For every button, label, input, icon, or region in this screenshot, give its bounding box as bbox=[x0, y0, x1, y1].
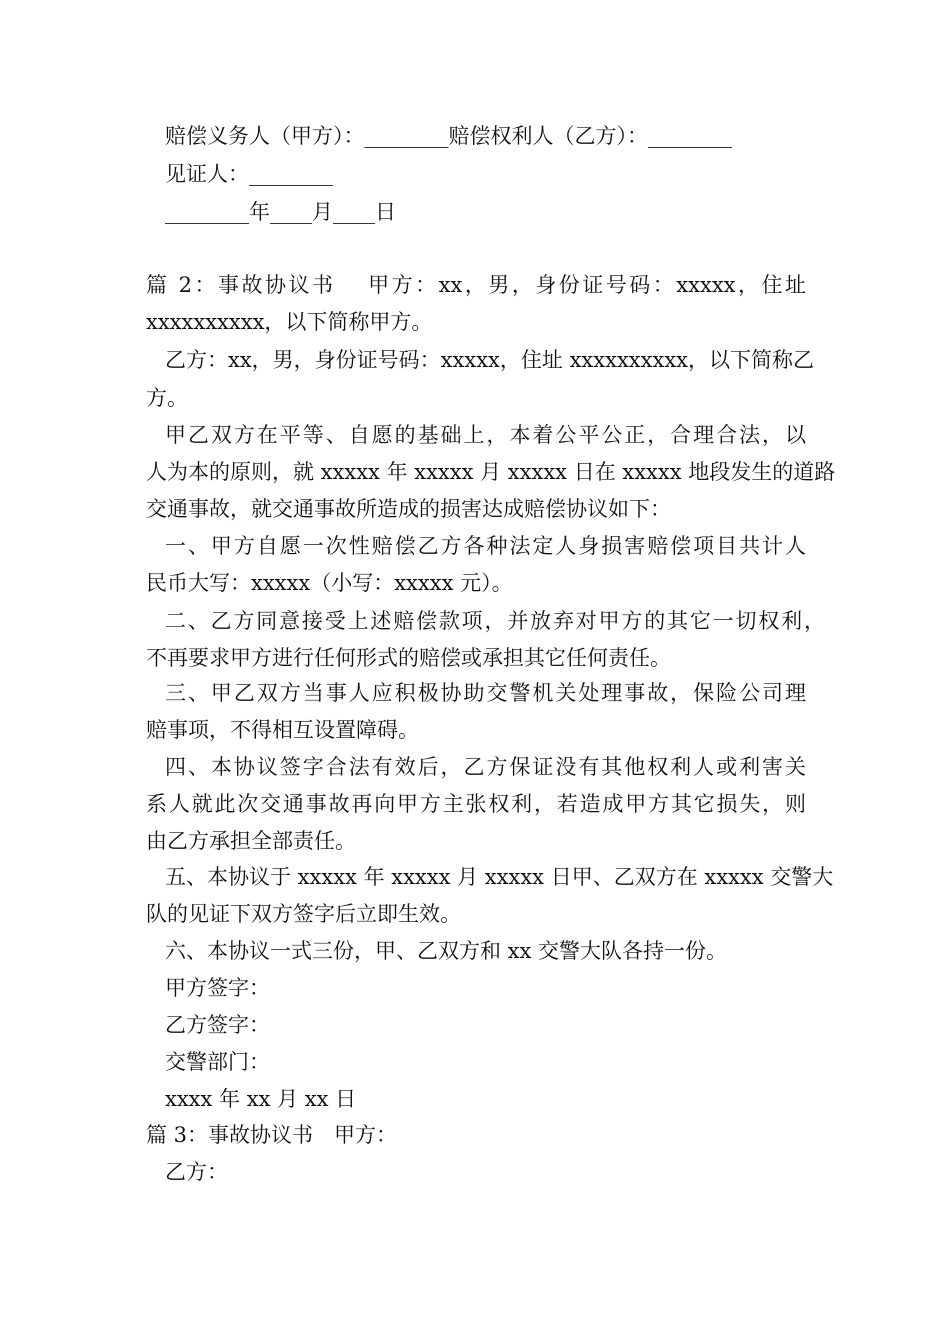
part2-clause4-line2: 系人就此次交通事故再向甲方主张权利，若造成甲方其它损失，则 bbox=[146, 792, 806, 816]
witness-signature-line: 见证人：________ bbox=[165, 162, 333, 186]
part2-clause5-line1: 五、本协议于 xxxxx 年 xxxxx 月 xxxxx 日甲、乙双方在 xxxxx 交警大 bbox=[165, 865, 834, 889]
part2-clause3-line2: 赔事项，不得相互设置障碍。 bbox=[146, 718, 419, 742]
part2-clause3-line1: 三、甲乙双方当事人应积极协助交警机关处理事故，保险公司理 bbox=[165, 681, 806, 705]
part3-party-b: 乙方： bbox=[165, 1160, 228, 1184]
part2-party-b-line2: 方。 bbox=[146, 386, 188, 410]
part2-party-a-cont: xxxxxxxxxx，以下简称甲方。 bbox=[146, 310, 433, 334]
part2-clause2-line1: 二、乙方同意接受上述赔偿款项，并放弃对甲方的其它一切权利， bbox=[165, 609, 825, 633]
part2-clause6-line1: 六、本协议一式三份，甲、乙双方和 xx 交警大队各持一份。 bbox=[165, 939, 728, 963]
part2-clause4-line1: 四、本协议签字合法有效后，乙方保证没有其他权利人或利害关 bbox=[165, 755, 806, 779]
part2-clause5-line2: 队的见证下双方签字后立即生效。 bbox=[146, 902, 461, 926]
part2-clause2-line2: 不再要求甲方进行任何形式的赔偿或承担其它任何责任。 bbox=[146, 646, 671, 670]
part2-intro-line1: 甲乙双方在平等、自愿的基础上，本着公平公正，合理合法，以 bbox=[165, 423, 806, 447]
agreement-date: xxxx 年 xx 月 xx 日 bbox=[165, 1087, 357, 1111]
part2-intro-line2: 人为本的原则，就 xxxxx 年 xxxxx 月 xxxxx 日在 xxxxx 地段发生的道路 bbox=[146, 460, 836, 484]
part2-clause1-line2: 民币大写：xxxxx（小写：xxxxx 元）。 bbox=[146, 571, 513, 595]
party-a-signature-label: 甲方签字： bbox=[165, 976, 270, 1000]
parties-signature-line: 赔偿义务人（甲方）：________赔偿权利人（乙方）：________ bbox=[165, 124, 732, 148]
signature-date-line: ________年____月____日 bbox=[165, 200, 396, 224]
part2-party-b-line1: 乙方：xx，男，身份证号码：xxxxx，住址 xxxxxxxxxx，以下简称乙 bbox=[165, 348, 815, 372]
part2-clause4-line3: 由乙方承担全部责任。 bbox=[146, 829, 356, 853]
part2-clause1-line1: 一、甲方自愿一次性赔偿乙方各种法定人身损害赔偿项目共计人 bbox=[165, 534, 806, 558]
part3-heading-line: 篇 3：事故协议书 甲方： bbox=[146, 1123, 398, 1147]
police-signature-label: 交警部门： bbox=[165, 1050, 270, 1074]
part2-intro-line3: 交通事故，就交通事故所造成的损害达成赔偿协议如下： bbox=[146, 497, 671, 521]
part2-heading-line: 篇 2：事故协议书 甲方：xx，男，身份证号码：xxxxx，住址 bbox=[146, 273, 806, 297]
party-b-signature-label: 乙方签字： bbox=[165, 1013, 270, 1037]
